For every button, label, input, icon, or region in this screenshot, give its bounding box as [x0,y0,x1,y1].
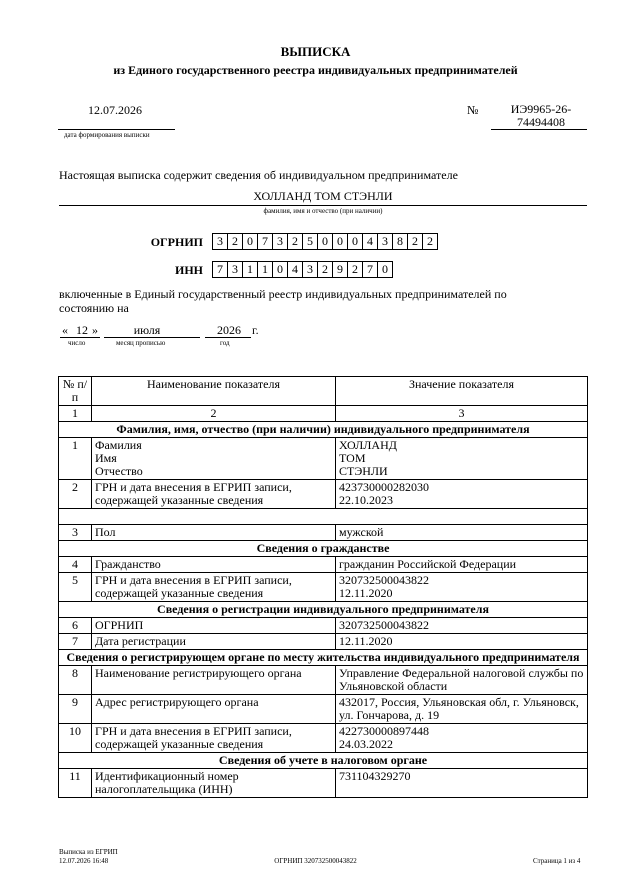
section-registration [59,602,588,618]
ogrnip-label: ОГРНИП [150,235,203,249]
section-citizenship [59,541,588,557]
row-key: ГРН и дата внесения в ЕГРИП записи, содержащей указанные сведения [92,724,336,753]
key-patronymic: Отчество [95,464,143,478]
table-row [59,666,588,695]
row-value [336,480,588,509]
key-firstname: Имя [95,451,117,465]
inn-digit: 1 [257,261,273,278]
blank-row [59,509,588,525]
grn-date: 24.03.2022 [339,737,393,751]
row-key [92,438,336,480]
inn-digit: 9 [332,261,348,278]
row-value: 12.11.2020 [336,634,588,650]
table-row [59,557,588,573]
row-number: 4 [59,557,92,573]
formation-date: 12.07.2026 [88,103,142,117]
section-title: Сведения об учете в налоговом органе [59,753,588,769]
state-year: 2026 [217,323,241,337]
inn-digit: 0 [272,261,288,278]
grn-value: 423730000282030 [339,480,429,494]
ogrnip-digit-boxes [212,233,437,250]
row-key: Адрес регистрирующего органа [92,695,336,724]
year-suffix: г. [252,323,259,337]
value-firstname: ТОМ [339,451,366,465]
row-number: 3 [59,525,92,541]
included-text: включенные в Единый государственный реестр индивидуальных предпринимателей по состоянию на [59,287,507,315]
row-key: Гражданство [92,557,336,573]
ogrnip-digit: 3 [212,233,228,250]
inn-digit: 2 [317,261,333,278]
col-num-header: № п/п [59,377,92,406]
document-title: ВЫПИСКА [280,44,351,59]
row-value [336,438,588,480]
date-close-quote: » [92,323,98,337]
date-caption: дата формирования выписки [64,131,150,139]
table-index-row [59,406,588,422]
grn-value: 320732500043822 [339,573,429,587]
date-open-quote: « [62,323,68,337]
key-surname: Фамилия [95,438,142,452]
row-key: Пол [92,525,336,541]
row-number: 11 [59,769,92,798]
grn-date: 12.11.2020 [339,586,393,600]
state-day: 12 [76,323,88,337]
number-label: № [467,103,479,117]
table-row [59,480,588,509]
inn-digit: 3 [227,261,243,278]
ogrnip-digit: 0 [242,233,258,250]
ogrnip-digit: 3 [377,233,393,250]
row-value: 320732500043822 [336,618,588,634]
info-table [58,376,588,798]
page-number: Страница 1 из 4 [533,857,581,865]
inn-digit: 0 [377,261,393,278]
row-number: 7 [59,634,92,650]
inn-digit: 7 [212,261,228,278]
month-caption: месяц прописью [116,339,166,347]
name-underline [59,205,587,206]
section-title: Фамилия, имя, отчество (при наличии) индивидуального предпринимателя [59,422,588,438]
ogrnip-digit: 5 [302,233,318,250]
ogrnip-digit: 0 [347,233,363,250]
row-number: 2 [59,480,92,509]
number-underline [491,129,587,130]
ogrnip-digit: 4 [362,233,378,250]
footer-doc-name: Выписка из ЕГРИП [59,848,118,856]
table-row [59,573,588,602]
row-number: 9 [59,695,92,724]
inn-digit-boxes [212,261,392,278]
footer-ogrnip: ОГРНИП 320732500043822 [274,857,357,865]
year-caption: год [220,339,230,347]
ogrnip-digit: 7 [257,233,273,250]
inn-digit: 7 [362,261,378,278]
ogrnip-digit: 0 [317,233,333,250]
table-row [59,634,588,650]
col-name-header: Наименование показателя [92,377,336,406]
intro-text: Настоящая выписка содержит сведения об индивидуальном предпринимателе [59,168,458,182]
row-value: 731104329270 [336,769,588,798]
table-row [59,769,588,798]
blank-cell [59,509,588,525]
section-title: Сведения о регистрирующем органе по месту жительства индивидуального предпринимателя [59,650,588,666]
table-row [59,438,588,480]
row-value [336,573,588,602]
row-key: ГРН и дата внесения в ЕГРИП записи, содержащей указанные сведения [92,573,336,602]
section-fio [59,422,588,438]
col-value-header: Значение показателя [336,377,588,406]
year-underline [205,337,251,338]
date-underline [58,129,175,130]
ogrnip-digit: 3 [272,233,288,250]
table-row [59,695,588,724]
grn-date: 22.10.2023 [339,493,393,507]
row-key: ГРН и дата внесения в ЕГРИП записи, содержащей указанные сведения [92,480,336,509]
inn-label: ИНН [174,263,203,277]
index-cell: 1 [59,406,92,422]
table-row [59,525,588,541]
row-number: 5 [59,573,92,602]
row-value [336,724,588,753]
day-caption: число [68,339,86,347]
ogrnip-digit: 8 [392,233,408,250]
section-authority [59,650,588,666]
ogrnip-digit: 2 [407,233,423,250]
section-title: Сведения о гражданстве [59,541,588,557]
ogrnip-digit: 2 [287,233,303,250]
section-tax [59,753,588,769]
row-key: Наименование регистрирующего органа [92,666,336,695]
ogrnip-digit: 0 [332,233,348,250]
row-value: 432017, Россия, Ульяновская обл, г. Ульяновск, ул. Гончарова, д. 19 [336,695,588,724]
index-cell: 2 [92,406,336,422]
section-title: Сведения о регистрации индивидуального предпринимателя [59,602,588,618]
ogrnip-digit: 2 [422,233,438,250]
value-patronymic: СТЭНЛИ [339,464,388,478]
ogrnip-digit: 2 [227,233,243,250]
inn-digit: 1 [242,261,258,278]
inn-digit: 2 [347,261,363,278]
row-key: ОГРНИП [92,618,336,634]
row-value: гражданин Российской Федерации [336,557,588,573]
extract-number: ИЭ9965-26-74494408 [510,102,572,129]
footer-timestamp: 12.07.2026 16:48 [59,857,109,865]
row-value: Управление Федеральной налоговой службы по Ульяновской области [336,666,588,695]
inn-digit: 4 [287,261,303,278]
month-underline [104,337,200,338]
row-key: Дата регистрации [92,634,336,650]
row-value: мужской [336,525,588,541]
inn-digit: 3 [302,261,318,278]
row-number: 1 [59,438,92,480]
index-cell: 3 [336,406,588,422]
row-key: Идентификационный номер налогоплательщика (ИНН) [92,769,336,798]
entrepreneur-name: ХОЛЛАНД ТОМ СТЭНЛИ [253,189,393,203]
row-number: 10 [59,724,92,753]
row-number: 8 [59,666,92,695]
state-month: июля [133,323,161,337]
name-caption: фамилия, имя и отчество (при наличии) [263,207,383,215]
value-surname: ХОЛЛАНД [339,438,397,452]
table-row [59,618,588,634]
table-row [59,724,588,753]
day-underline [60,337,100,338]
document-subtitle: из Единого государственного реестра индивидуальных предпринимателей [113,63,518,77]
row-number: 6 [59,618,92,634]
grn-value: 422730000897448 [339,724,429,738]
table-header-row [59,377,588,406]
